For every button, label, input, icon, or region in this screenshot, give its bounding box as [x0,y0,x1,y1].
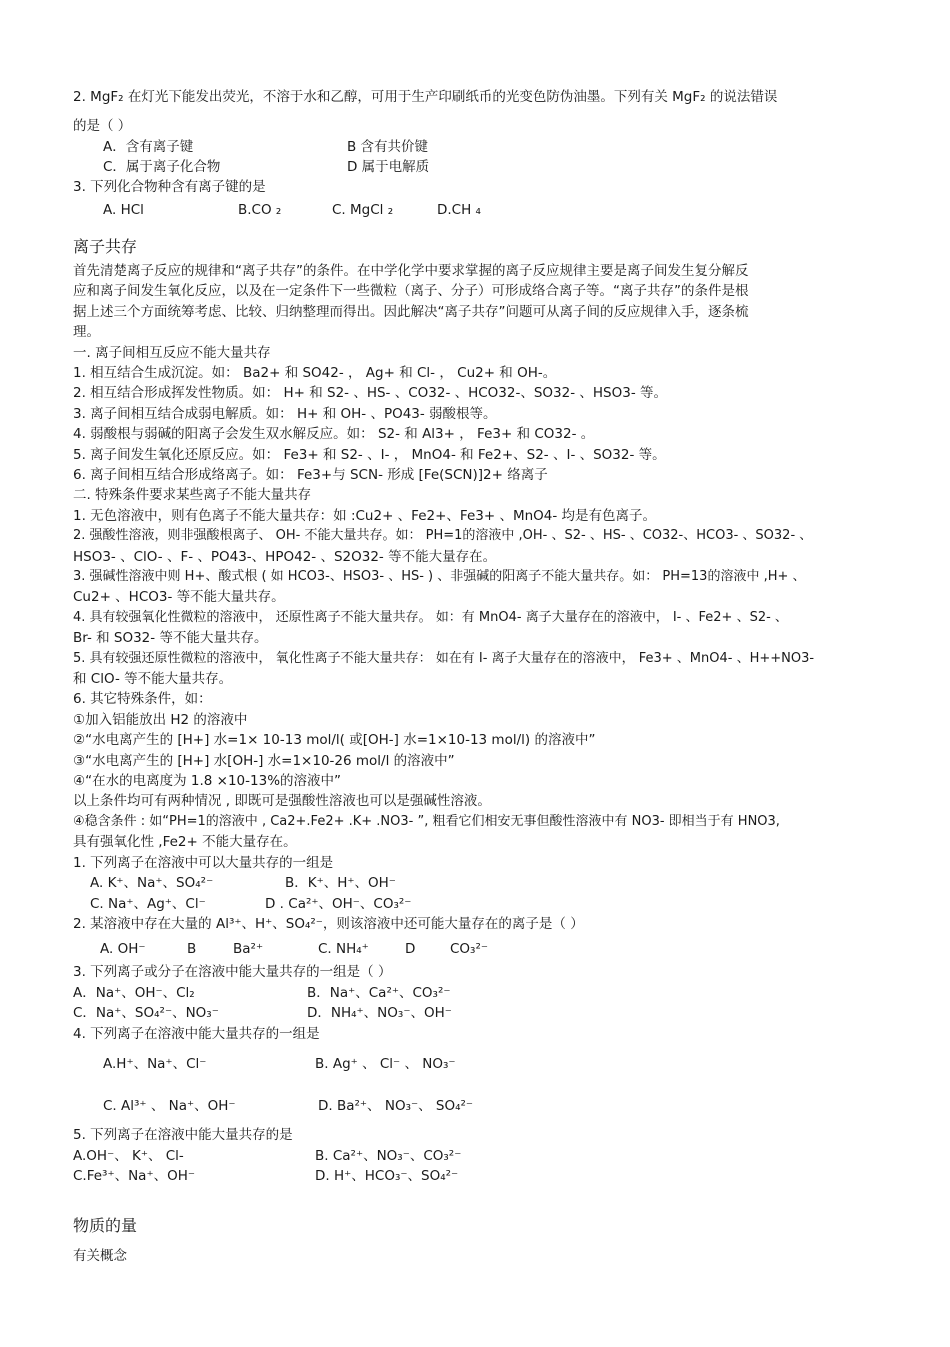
q3-option-a: A. HCl [103,202,144,218]
q3-option-c: C. MgCl ₂ [332,202,394,218]
part1-heading: 一. 离子间相互反应不能大量共存 [73,345,271,361]
rule-item: 2. 相互结合形成挥发性物质。如： H+ 和 S2- 、HS- 、CO32- 、HCO32-、SO32- 、HSO3- 等。 [73,385,667,401]
condition-item: 6. 其它特殊条件，如： [73,691,212,707]
q2-option-d: D 属于电解质 [347,159,430,175]
q3-stem: 3. 下列化合物种含有离子键的是 [73,179,266,195]
ex1-option-c: C. Na⁺、Ag⁺、Cl⁻ [90,896,206,912]
condition-item: ③“水电离产生的 [H+] 水[OH-] 水=1×10-26 mol/l 的溶液中” [73,753,455,769]
rule-item: 6. 离子间相互结合形成络离子。如： Fe3+与 SCN- 形成 [Fe(SCN)]2+ 络离子 [73,467,548,483]
condition-item: 和 ClO- 等不能大量共存。 [73,671,233,687]
intro-line: 应和离子间发生氧化反应，以及在一定条件下一些微粒（离子、分子）可形成络合离子等。“离子共存”的条件是根 [73,283,749,299]
condition-item: ④“在水的电离度为 1.8 ×10-13%的溶液中” [73,773,342,789]
rule-item: 5. 离子间发生氧化还原反应。如： Fe3+ 和 S2- 、I- ， MnO4- 和 Fe2+、S2- 、I- 、SO32- 等。 [73,447,666,463]
condition-item: Br- 和 SO32- 等不能大量共存。 [73,630,268,646]
ex1-option-d: D . Ca²⁺、OH⁻、CO₃²⁻ [265,896,412,912]
q2-stem-line2: 的是（ ） [73,118,132,134]
condition-item: 3. 强碱性溶液中则 H+、酸式根 ( 如 HCO3-、HSO3- 、HS- ) 、非强碱的阳离子不能大量共存。如： PH=13的溶液中 ,H+ 、 [73,569,806,584]
condition-item: 以上条件均可有两种情况 , 即既可是强酸性溶液也可以是强碱性溶液。 [73,793,491,809]
intro-line: 首先清楚离子反应的规律和“离子共存”的条件。在中学化学中要求掌握的离子反应规律主要是离子间发生复分解反 [73,263,749,279]
q3-option-d: D.CH ₄ [437,202,481,218]
ex3-option-d: D．NH₄⁺、NO₃⁻、OH⁻ [307,1005,452,1021]
ex2-option-c: C. NH₄⁺ [318,941,369,957]
rule-item: 4. 弱酸根与弱碱的阳离子会发生双水解反应。如： S2- 和 Al3+ ， Fe3+ 和 CO32- 。 [73,426,595,442]
condition-item: ④稳含条件 : 如“PH=1的溶液中 , Ca2+.Fe2+ .K+ .NO3- ”, 粗看它们相安无事但酸性溶液中有 NO3- 即相当于有 HNO3, [73,814,780,829]
ex2-stem: 2. 某溶液中存在大量的 Al³⁺、H⁺、SO₄²⁻，则该溶液中还可能大量存在的离子是（ ） [73,916,584,932]
intro-line: 理。 [73,324,100,340]
ex5-option-d: D. H⁺、HCO₃⁻、SO₄²⁻ [315,1168,459,1184]
ex4-option-c: C. Al³⁺ 、 Na⁺、OH⁻ [103,1098,236,1114]
ex2-option-d: CO₃²⁻ [450,941,489,957]
intro-line: 据上述三个方面统筹考虑、比较、归纳整理而得出。因此解决“离子共存”问题可从离子间的反应规律入手，逐条梳 [73,304,749,320]
condition-item: Cu2+ 、HCO3- 等不能大量共存。 [73,589,285,605]
section-heading-ion-coexistence: 离子共存 [73,237,138,256]
ex2-option-b-letter: B [187,941,197,957]
q2-option-b: B 含有共价键 [347,139,429,155]
rule-item: 1. 相互结合生成沉淀。如： Ba2+ 和 SO42- ， Ag+ 和 Cl- ， Cu2+ 和 OH-。 [73,365,557,381]
q2-option-c: C．属于离子化合物 [103,159,221,175]
rule-item: 3. 离子间相互结合成弱电解质。如： H+ 和 OH- 、PO43- 弱酸根等。 [73,406,497,422]
condition-item: HSO3- 、ClO- 、F- 、PO43-、HPO42- 、S2O32- 等不能大量存在。 [73,549,497,565]
section-subheading-concepts: 有关概念 [73,1248,127,1264]
ex5-option-b: B. Ca²⁺、NO₃⁻、CO₃²⁻ [315,1148,462,1164]
ex4-stem: 4. 下列离子在溶液中能大量共存的一组是 [73,1026,320,1042]
ex2-option-a: A. OH⁻ [100,941,146,957]
ex5-option-a: A.OH⁻、 K⁺、 Cl- [73,1148,184,1164]
ex3-option-a: A．Na⁺、OH⁻、Cl₂ [73,985,195,1001]
ex3-stem: 3. 下列离子或分子在溶液中能大量共存的一组是（ ） [73,964,392,980]
ex4-option-b: B. Ag⁺ 、 Cl⁻ 、 NO₃⁻ [315,1056,456,1072]
ex4-option-d: D. Ba²⁺、 NO₃⁻、 SO₄²⁻ [318,1098,474,1114]
condition-item: ②“水电离产生的 [H+] 水=1× 10-13 mol/l( 或[OH-] 水=1×10-13 mol/l) 的溶液中” [73,732,596,748]
ex5-option-c: C.Fe³⁺、Na⁺、OH⁻ [73,1168,195,1184]
ex1-option-b: B．K⁺、H⁺、OH⁻ [285,875,396,891]
ex1-option-a: A. K⁺、Na⁺、SO₄²⁻ [90,875,214,891]
ex5-stem: 5. 下列离子在溶液中能大量共存的是 [73,1127,293,1143]
q2-option-a: A．含有离子键 [103,139,194,155]
ex1-stem: 1. 下列离子在溶液中可以大量共存的一组是 [73,855,334,871]
ex2-option-b: Ba²⁺ [233,941,264,957]
ex4-option-a: A.H⁺、Na⁺、Cl⁻ [103,1056,207,1072]
condition-item: 4. 具有较强氧化性微粒的溶液中， 还原性离子不能大量共存。 如：有 MnO4- 离子大量存在的溶液中， I- 、Fe2+ 、S2- 、 [73,610,788,625]
section-heading-amount-of-substance: 物质的量 [73,1216,138,1235]
ex2-option-d-letter: D [405,941,416,957]
part2-heading: 二. 特殊条件要求某些离子不能大量共存 [73,487,312,503]
condition-item: 1. 无色溶液中，则有色离子不能大量共存：如 :Cu2+ 、Fe2+、Fe3+ 、MnO4- 均是有色离子。 [73,508,657,524]
q2-stem-line1: 2. MgF₂ 在灯光下能发出荧光，不溶于水和乙醇，可用于生产印刷纸币的光变色防伪油墨。下列有关 MgF₂ 的说法错误 [73,89,778,105]
ex3-option-c: C．Na⁺、SO₄²⁻、NO₃⁻ [73,1005,219,1021]
condition-item: ①加入铝能放出 H2 的溶液中 [73,712,248,728]
q3-option-b: B.CO ₂ [238,202,282,218]
ex3-option-b: B．Na⁺、Ca²⁺、CO₃²⁻ [307,985,451,1001]
condition-item: 具有强氧化性 ,Fe2+ 不能大量存在。 [73,834,297,850]
condition-item: 5. 具有较强还原性微粒的溶液中， 氧化性离子不能大量共存： 如在有 I- 离子大量存在的溶液中， Fe3+ 、MnO4- 、H++NO3- [73,651,815,666]
condition-item: 2. 强酸性溶液，则非强酸根离子、 OH- 不能大量共存。如： PH=1的溶液中 ,OH- 、S2- 、HS- 、CO32-、HCO3- 、SO32- 、 [73,528,813,543]
